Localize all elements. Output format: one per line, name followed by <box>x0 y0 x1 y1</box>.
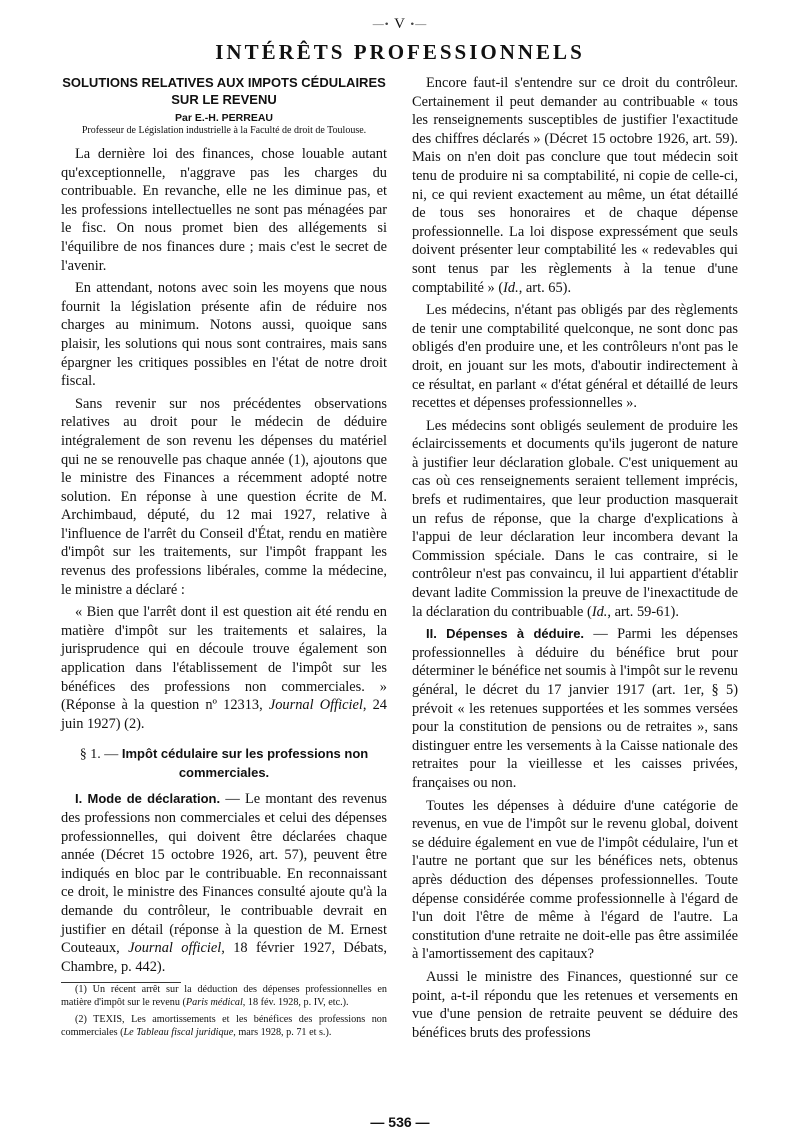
paragraph-heading: I. Mode de déclaration. <box>75 791 221 807</box>
paragraph-heading: II. Dépenses à déduire. <box>426 626 585 642</box>
paragraph: Sans revenir sur nos précédentes observations relatives au droit pour le médecin de déduire intégralement de son revenu les dépenses du matériel qui ne se renouvelle pas chaque année (1), ajoutons que le ministre des Finances a récemment adopté notre solution. En réponse à une question écrite de M. Archimbaud, député, du 12 mai 1927, relative à l'influence de l'arrêt du Conseil d'État, rendu en matière d'impôt sur les traitements, sur l'impôt frappant les revenus des professions libérales, comme la médecine, le ministre a déclaré : <box>61 395 387 598</box>
paragraph: Les médecins sont obligés seulement de produire les éclaircissements et documents qu'ils jugeront de nature à justifier leur déclaration globale. C'est uniquement au cas où ces renseignements seraient tellement imprécis, brefs et rudimentaires, que leur production masquerait un refus de réponse, que la charge d'explications à l'appui de leur déclaration leur incombera devant la Commission spéciale. Dans le cas contraire, si le contrôleur n'est pas convaincu, il lui appartient d'établir devant ladite Commission la preuve de l'inexactitude de la déclaration du contribuable (Id., art. 59-61). <box>412 417 738 620</box>
paragraph: En attendant, notons avec soin les moyens que nous fournit la législation présente afin de réduire nos charges au minimum. Notons aussi, quoique sans plaisir, les solutions qui nous sont contraires, mais sans épargner les critiques possibles en l'état de notre droit fiscal. <box>61 280 387 390</box>
subsection-title: § 1. — Impôt cédulaire sur les professions non commerciales. <box>79 746 369 781</box>
page-number: — 536 — <box>370 1114 430 1130</box>
top-folio <box>0 16 800 33</box>
footnote: (2) TEXIS, Les amortissements et les bénéfices des professions non commerciales (Le Tableau fiscal juridique, mars 1928, p. 71 et s.). <box>61 1014 387 1039</box>
paragraph: Encore faut-il s'entendre sur ce droit du contrôleur. Certainement il peut demander au contribuable « tous les renseignements susceptibles de justifier l'exactitude des chiffres déclarés » (Décret 15 octobre 1926, art. 59). Mais on n'en doit pas conclure que tout médecin soit tenu de produire ni sa comptabilité, ni copie de celle-ci, ni, ce qui revient exactement au même, un état détaillé de tous ses honoraires et de chaque dépense professionnelle. La loi dispose expressément que seuls doivent présenter leur comptabilité les « redevables qui sont tenus par les règlements à la tenue d'une comptabilité » (Id., art. 65). <box>412 75 738 296</box>
article-byline: Par E.-H. PERREAU <box>174 112 274 124</box>
section-heading: INTÉRÊTS PROFESSIONNELS <box>215 40 585 64</box>
paragraph: Toutes les dépenses à déduire d'une catégorie de revenus, en vue de l'impôt sur le revenu global, doivent se déduire également en vue de l'impôt cédulaire, l'un et l'autre ne portant que sur les bénéfices nets, obtenus après déduction des dépenses professionnelles. Toute dépense considérée comme professionnelle à l'égard de l'un doit l'être de même à l'égard de l'autre. La constitution d'une retraite ne doit-elle pas être assimilée à l'amortissement des capitaux? <box>412 797 738 963</box>
quotation-paragraph: « Bien que l'arrêt dont il est question ait été rendu en matière d'impôt sur les traitements et salaires, la jurisprudence qui en découle trouve également son application dans l'établissement de l'impôt sur les bénéfices des professions non commerciales. » (Réponse à la question nº 12313, Journal Officiel, 24 juin 1927) (2). <box>61 604 387 732</box>
ornament-right: •— <box>410 18 428 31</box>
left-column <box>61 74 387 1043</box>
paragraph: Aussi le ministre des Finances, questionné sur ce point, a-t-il répondu que les retenues et versements en vue d'une pension de retraite peuvent se déduire des bénéfices bruts des professions <box>412 968 738 1041</box>
footnote: (1) Un récent arrêt sur la déduction des dépenses professionnelles en matière d'impôt sur le revenu (Paris médical, 18 fév. 1928, p. IV, etc.). <box>61 984 387 1009</box>
ornament-left: —• <box>372 18 390 31</box>
paragraph: Les médecins, n'étant pas obligés par des règlements de tenir une comptabilité quelconque, ne sont donc pas obligés d'en produire une, et les contrôleurs n'ont pas le droit, en jouant sur les mots, d'aboutir indirectement à ce résultat, en parlant « d'état général et détaillé de leurs recettes et dépenses professionnelles ». <box>412 302 738 412</box>
right-column <box>412 74 738 1046</box>
paragraph: II. Dépenses à déduire. — Parmi les dépenses professionnelles à déduire du bénéfice brut pour déterminer le bénéfice net soumis à l'impôt sur le revenu général, le décret du 17 janvier 1917 (art. 1er, § 5) prévoit « les retenues supportées et les sommes versées pour la constitution de pensions ou de retraites », sans distinguer entre les versements à la Caisse nationale des retraites pour la vieillesse et les caisses privées, françaises ou non. <box>412 626 739 791</box>
author-affiliation: Professeur de Législation industrielle à la Faculté de droit de Toulouse. <box>81 125 367 136</box>
paragraph: La dernière loi des finances, chose louable autant qu'exceptionnelle, n'aggrave pas les charges du contribuable. En revanche, elle ne les diminue pas, et les professions intellectuelles ne sont pas ménagées par le fisc. On nous promet bien des allégements si l'équilibre de nos finances dure ; mais c'est le secret de l'avenir. <box>61 146 387 274</box>
paragraph: I. Mode de déclaration. — Le montant des revenus des professions non commerciales et celui des dépenses professionnelles, qui doivent être déclarées chaque année (Décret 15 octobre 1926, art. 57), peuvent être indiqués en bloc par le contribuable. En reconnaissant ce droit, le ministre des Finances consulté ajoute qu'à la demande du contrôleur, le contribuable devrait en justifier en détail (réponse à la question de M. Ernest Couteaux, Journal officiel, 18 février 1927, Débats, Chambre, p. 442). <box>61 791 388 975</box>
top-folio-numeral: V <box>394 16 406 32</box>
article-title: SOLUTIONS RELATIVES AUX IMPOTS CÉDULAIRES SUR LE REVENU <box>62 75 386 107</box>
